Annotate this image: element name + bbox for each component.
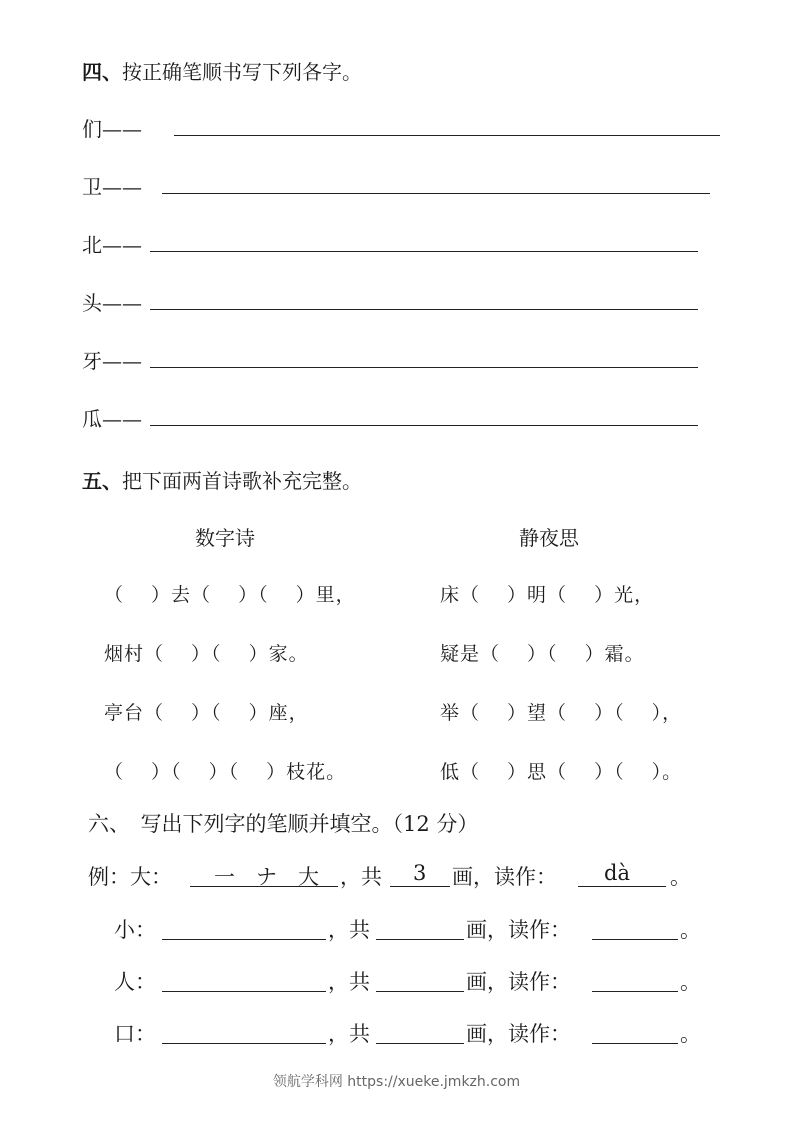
fill-char: 口： (114, 1022, 156, 1046)
section6-heading: 六、 写出下列字的笔顺并填空。（12 分） (88, 812, 479, 836)
unit-label: 画，读作： (466, 1022, 571, 1046)
example-count-underline (390, 886, 450, 887)
stroke-order-blank[interactable] (162, 939, 326, 940)
example-end: 。 (670, 865, 691, 889)
stroke-order-blank[interactable] (162, 1043, 326, 1044)
stroke-answer-line[interactable] (150, 367, 698, 368)
stroke-count-blank[interactable] (376, 991, 464, 992)
total-label: ，共 (328, 1022, 370, 1046)
stroke-row-tou (82, 287, 722, 317)
poem2-line-1: 床（ ）明（ ）光， (440, 584, 655, 606)
stroke-char: 北—— (82, 233, 142, 257)
example-total-label: ，共 (340, 865, 382, 889)
fill-char: 人： (114, 970, 156, 994)
stroke-answer-line[interactable] (150, 425, 698, 426)
poem2-line-2: 疑是（ ）（ ）霜。 (440, 643, 645, 665)
stroke-row-wei (82, 171, 722, 201)
stroke-count-blank[interactable] (376, 939, 464, 940)
stroke-char: 们—— (82, 117, 142, 141)
poem2-title: 静夜思 (519, 526, 579, 550)
stroke-order-blank[interactable] (162, 991, 326, 992)
stroke-char: 牙—— (82, 349, 142, 373)
section4-number: 四、 (82, 60, 122, 84)
section4-title: 按正确笔顺书写下列各字。 (122, 60, 362, 84)
pinyin-blank[interactable] (592, 939, 678, 940)
stroke-answer-line[interactable] (162, 193, 710, 194)
poem1-line-4: （ ）（ ）（ ）枝花。 (104, 761, 347, 783)
stroke-char: 卫—— (82, 175, 142, 199)
example-row (88, 861, 708, 891)
stroke-row-gua (82, 403, 722, 433)
poem1-title: 数字诗 (195, 526, 255, 550)
poem1-line-1: （ ）去（ ）（ ）里， (104, 584, 356, 606)
example-count: 3 (413, 861, 427, 885)
example-strokes-underline (190, 886, 338, 887)
fill-row-ren (114, 966, 714, 996)
example-strokes: 一 ナ 大 (214, 865, 319, 889)
pinyin-blank[interactable] (592, 991, 678, 992)
fill-row-kou (114, 1018, 714, 1048)
stroke-row-bei (82, 229, 722, 259)
example-pinyin-underline (578, 886, 666, 887)
section5-heading (82, 465, 362, 494)
unit-label: 画，读作： (466, 970, 571, 994)
section4-heading (82, 56, 362, 85)
poem1-line-2: 烟村（ ）（ ）家。 (104, 643, 309, 665)
stroke-answer-line[interactable] (150, 309, 698, 310)
section5-number: 五、 (82, 469, 122, 493)
example-unit-label: 画，读作： (452, 865, 557, 889)
stroke-row-men (82, 113, 722, 143)
fill-row-xiao (114, 914, 714, 944)
total-label: ，共 (328, 970, 370, 994)
row-end: 。 (680, 918, 701, 942)
poem2-line-4: 低（ ）思（ ）（ ）。 (440, 761, 683, 783)
stroke-count-blank[interactable] (376, 1043, 464, 1044)
pinyin-blank[interactable] (592, 1043, 678, 1044)
unit-label: 画，读作： (466, 918, 571, 942)
stroke-char: 头—— (82, 291, 142, 315)
poem2-line-3: 举（ ）望（ ）（ ）， (440, 702, 683, 724)
stroke-answer-line[interactable] (174, 135, 720, 136)
page-footer: 领航学科网 https://xueke.jmkzh.com (272, 1074, 521, 1090)
example-prefix: 例：大： (88, 865, 172, 889)
stroke-answer-line[interactable] (150, 251, 698, 252)
row-end: 。 (680, 1022, 701, 1046)
section5-title: 把下面两首诗歌补充完整。 (122, 469, 362, 493)
total-label: ，共 (328, 918, 370, 942)
stroke-row-ya (82, 345, 722, 375)
fill-char: 小： (114, 918, 156, 942)
poem1-line-3: 亭台（ ）（ ）座， (104, 702, 309, 724)
example-pinyin: dà (604, 861, 630, 885)
stroke-char: 瓜—— (82, 407, 142, 431)
row-end: 。 (680, 970, 701, 994)
